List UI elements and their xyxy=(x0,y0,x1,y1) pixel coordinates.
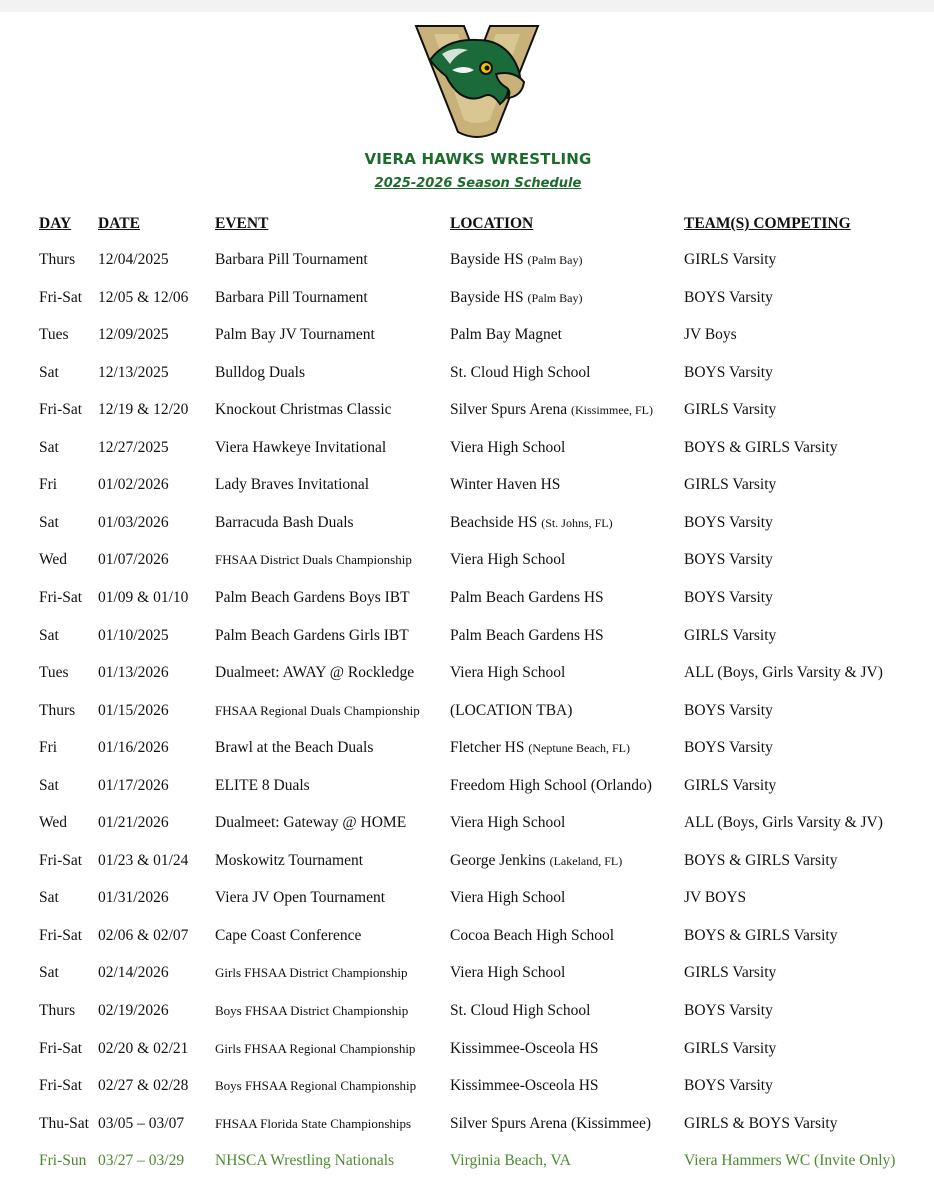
table-row xyxy=(0,473,934,497)
row-location xyxy=(450,1112,651,1136)
table-row xyxy=(0,1112,934,1136)
row-event: Barbara Pill Tournament xyxy=(215,251,368,268)
row-location-name: Freedom High School (Orlando) xyxy=(450,776,652,794)
row-event: Palm Bay JV Tournament xyxy=(215,326,375,344)
table-row xyxy=(0,774,934,798)
row-location xyxy=(450,774,652,798)
row-event: Moskowitz Tournament xyxy=(215,851,364,869)
table-row xyxy=(0,511,934,535)
row-location xyxy=(450,1037,599,1061)
table-row xyxy=(0,624,934,648)
row-date: 01/23 & 01/24 xyxy=(98,851,189,869)
row-date: 02/27 & 02/28 xyxy=(98,1077,189,1095)
table-row xyxy=(0,1074,934,1098)
row-location xyxy=(450,624,604,648)
row-location xyxy=(450,1074,599,1098)
row-day: Sat xyxy=(39,626,59,644)
row-day: Fri-Sat xyxy=(39,1039,83,1057)
row-event: Barbara Pill Tournament xyxy=(215,288,368,306)
row-event: Boys FHSAA District Championship xyxy=(215,1003,409,1018)
row-event: FHSAA Regional Duals Championship xyxy=(215,702,420,718)
row-day: Sat xyxy=(39,438,59,456)
row-date: 01/16/2026 xyxy=(98,739,169,757)
row-event: FHSAA Florida State Championships xyxy=(215,1115,412,1131)
header-event: EVENT xyxy=(215,215,269,232)
row-location-note: (Lakeland, FL) xyxy=(549,853,623,868)
row-date: 12/19 & 12/20 xyxy=(98,401,189,419)
row-location-name: Beachside HS xyxy=(450,513,538,531)
table-row xyxy=(0,924,934,948)
row-location-name: Fletcher HS xyxy=(450,739,525,757)
row-date: 12/04/2025 xyxy=(98,251,169,268)
row-location xyxy=(450,548,565,572)
table-row xyxy=(0,661,934,685)
table-row xyxy=(0,436,934,460)
row-day: Sat xyxy=(39,889,59,907)
row-location-name: Viera High School xyxy=(450,438,566,456)
row-location xyxy=(450,661,565,685)
row-date: 02/14/2026 xyxy=(98,964,169,982)
row-location-name: Winter Haven HS xyxy=(450,476,561,494)
row-teams: GIRLS Varsity xyxy=(684,964,777,982)
row-event: FHSAA District Duals Championship xyxy=(215,552,412,568)
row-event: ELITE 8 Duals xyxy=(215,776,310,794)
row-teams: BOYS Varsity xyxy=(684,1077,773,1095)
row-location-note: (St. Johns, FL) xyxy=(541,515,613,530)
row-teams: BOYS & GIRLS Varsity xyxy=(684,438,838,456)
table-row xyxy=(0,699,934,723)
row-location xyxy=(450,511,613,535)
row-teams: GIRLS Varsity xyxy=(684,251,777,268)
row-date: 01/02/2026 xyxy=(98,476,169,494)
row-teams: JV Boys xyxy=(684,326,737,344)
row-location xyxy=(450,398,653,422)
table-row xyxy=(0,1037,934,1061)
header-date: DATE xyxy=(98,215,140,232)
table-row xyxy=(0,736,934,760)
row-date: 12/27/2025 xyxy=(98,438,169,456)
row-location xyxy=(450,361,590,385)
row-teams: GIRLS Varsity xyxy=(684,626,777,644)
table-row xyxy=(0,248,934,272)
row-location-note: (Kissimmee, FL) xyxy=(570,403,653,418)
row-event: Boys FHSAA Regional Championship xyxy=(215,1078,417,1094)
row-teams: BOYS Varsity xyxy=(684,513,773,531)
row-location-name: Palm Bay Magnet xyxy=(450,326,562,344)
row-location-name: Silver Spurs Arena (Kissimmee) xyxy=(450,1114,652,1132)
row-location-note: (Palm Bay) xyxy=(527,253,583,267)
row-teams: GIRLS Varsity xyxy=(684,401,777,419)
row-event: Knockout Christmas Classic xyxy=(215,401,392,419)
row-event: Palm Beach Gardens Boys IBT xyxy=(215,588,410,606)
row-location-name: Viera High School xyxy=(450,889,566,907)
row-location xyxy=(450,286,583,310)
row-day: Fri-Sat xyxy=(39,588,83,606)
row-location xyxy=(450,811,565,835)
row-location xyxy=(450,886,565,910)
row-location-name: Kissimmee-Osceola HS xyxy=(450,1077,599,1095)
row-date: 12/09/2025 xyxy=(98,326,169,344)
row-date: 12/05 & 12/06 xyxy=(98,288,189,306)
row-day: Wed xyxy=(39,814,68,832)
row-location xyxy=(450,1149,571,1173)
row-day: Fri xyxy=(39,739,58,757)
page-title: VIERA HAWKS WRESTLING xyxy=(364,150,592,168)
row-teams: BOYS Varsity xyxy=(684,363,773,381)
row-date: 01/15/2026 xyxy=(98,701,169,719)
row-location-name: Silver Spurs Arena xyxy=(450,401,568,419)
row-date: 01/09 & 01/10 xyxy=(98,588,189,606)
row-event: Viera JV Open Tournament xyxy=(215,889,386,907)
row-day: Sat xyxy=(39,513,59,531)
row-location-note: (Neptune Beach, FL) xyxy=(528,741,630,756)
row-location-name: George Jenkins xyxy=(450,851,546,869)
page-subtitle: 2025-2026 Season Schedule xyxy=(374,176,582,191)
row-location xyxy=(450,323,562,347)
row-location-name: St. Cloud High School xyxy=(450,363,591,381)
row-date: 01/31/2026 xyxy=(98,889,169,907)
row-location-name: Cocoa Beach High School xyxy=(450,926,615,944)
row-day: Fri-Sat xyxy=(39,288,83,306)
row-location xyxy=(450,473,560,497)
row-location-name: Viera High School xyxy=(450,964,566,982)
table-header xyxy=(0,212,934,236)
table-row xyxy=(0,811,934,835)
top-strip xyxy=(0,0,934,12)
row-location xyxy=(450,924,614,948)
row-location-name: Kissimmee-Osceola HS xyxy=(450,1039,599,1057)
row-teams: ALL (Boys, Girls Varsity & JV) xyxy=(684,664,883,682)
row-date: 01/17/2026 xyxy=(98,776,169,794)
row-day: Fri-Sat xyxy=(39,401,83,419)
row-event: Dualmeet: AWAY @ Rockledge xyxy=(215,664,415,682)
row-teams: ALL (Boys, Girls Varsity & JV) xyxy=(684,814,883,832)
row-day: Fri xyxy=(39,476,58,494)
row-location xyxy=(450,436,565,460)
table-row xyxy=(0,886,934,910)
row-day: Thu-Sat xyxy=(39,1114,89,1132)
row-teams: GIRLS Varsity xyxy=(684,1039,777,1057)
row-date: 12/13/2025 xyxy=(98,363,169,381)
row-day: Fri-Sun xyxy=(39,1152,87,1170)
table-row xyxy=(0,586,934,610)
row-location xyxy=(450,248,583,272)
row-teams: BOYS & GIRLS Varsity xyxy=(684,926,838,944)
row-date: 02/06 & 02/07 xyxy=(98,926,189,944)
table-row xyxy=(0,323,934,347)
row-location xyxy=(450,999,590,1023)
table-row xyxy=(0,849,934,873)
table-row xyxy=(0,361,934,385)
row-teams: BOYS Varsity xyxy=(684,701,773,719)
row-event: Barracuda Bash Duals xyxy=(215,513,354,531)
hawk-v-logo-icon xyxy=(412,20,542,144)
row-day: Tues xyxy=(39,664,69,682)
row-teams: GIRLS Varsity xyxy=(684,776,777,794)
header-teams: TEAM(S) COMPETING xyxy=(684,215,851,232)
row-location-name: St. Cloud High School xyxy=(450,1002,591,1019)
table-row xyxy=(0,999,934,1023)
row-date: 02/19/2026 xyxy=(98,1002,169,1019)
header-location: LOCATION xyxy=(450,215,534,232)
row-event: Girls FHSAA Regional Championship xyxy=(215,1040,416,1056)
header-day: DAY xyxy=(39,215,72,232)
row-teams: BOYS Varsity xyxy=(684,288,773,306)
row-day: Wed xyxy=(39,551,68,569)
row-location xyxy=(450,736,630,760)
row-event: Girls FHSAA District Championship xyxy=(215,965,408,981)
row-day: Thurs xyxy=(39,1002,76,1019)
row-date: 01/21/2026 xyxy=(98,814,169,832)
row-day: Fri-Sat xyxy=(39,926,83,944)
row-location-name: Palm Beach Gardens HS xyxy=(450,588,604,606)
row-day: Sat xyxy=(39,776,59,794)
row-location-note: (Palm Bay) xyxy=(527,290,583,305)
row-date: 01/03/2026 xyxy=(98,513,169,531)
row-day: Fri-Sat xyxy=(39,851,83,869)
row-teams: Viera Hammers WC (Invite Only) xyxy=(684,1152,896,1170)
row-location-name: Viera High School xyxy=(450,814,566,832)
row-date: 01/10/2025 xyxy=(98,626,169,644)
row-day: Sat xyxy=(39,964,59,982)
row-day: Fri-Sat xyxy=(39,1077,83,1095)
row-event: Palm Beach Gardens Girls IBT xyxy=(215,626,409,644)
row-location-name: Viera High School xyxy=(450,551,566,569)
row-location-name: Virginia Beach, VA xyxy=(450,1152,571,1170)
row-event: Cape Coast Conference xyxy=(215,926,362,944)
table-row xyxy=(0,286,934,310)
table-row xyxy=(0,961,934,985)
row-day: Tues xyxy=(39,326,69,344)
row-teams: GIRLS Varsity xyxy=(684,476,777,494)
row-event: Dualmeet: Gateway @ HOME xyxy=(215,814,407,832)
row-event: NHSCA Wrestling Nationals xyxy=(215,1152,395,1170)
row-teams: GIRLS & BOYS Varsity xyxy=(684,1114,838,1132)
row-location-name: Bayside HS xyxy=(450,251,524,268)
table-row xyxy=(0,548,934,572)
row-location-name: Bayside HS xyxy=(450,288,524,306)
row-location xyxy=(450,849,622,873)
row-location-name: Palm Beach Gardens HS xyxy=(450,626,604,644)
row-event: Bulldog Duals xyxy=(215,363,305,381)
row-event: Lady Braves Invitational xyxy=(215,476,370,494)
row-location xyxy=(450,586,604,610)
row-teams: BOYS Varsity xyxy=(684,551,773,569)
row-date: 02/20 & 02/21 xyxy=(98,1039,189,1057)
row-event: Brawl at the Beach Duals xyxy=(215,739,374,757)
row-teams: JV BOYS xyxy=(684,889,747,907)
table-row xyxy=(0,398,934,422)
row-date: 01/07/2026 xyxy=(98,551,169,569)
row-day: Sat xyxy=(39,363,59,381)
row-date: 03/05 – 03/07 xyxy=(98,1114,185,1132)
row-location-name: Viera High School xyxy=(450,664,566,682)
row-teams: BOYS Varsity xyxy=(684,1002,773,1019)
row-day: Thurs xyxy=(39,701,76,719)
row-date: 03/27 – 03/29 xyxy=(98,1152,185,1170)
row-location xyxy=(450,699,572,723)
row-teams: BOYS Varsity xyxy=(684,739,773,757)
row-location xyxy=(450,961,565,985)
row-event: Viera Hawkeye Invitational xyxy=(215,438,387,456)
row-day: Thurs xyxy=(39,251,76,268)
row-teams: BOYS Varsity xyxy=(684,588,773,606)
row-location-name: (LOCATION TBA) xyxy=(450,701,573,719)
row-teams: BOYS & GIRLS Varsity xyxy=(684,851,838,869)
table-row xyxy=(0,1149,934,1173)
row-date: 01/13/2026 xyxy=(98,664,169,682)
